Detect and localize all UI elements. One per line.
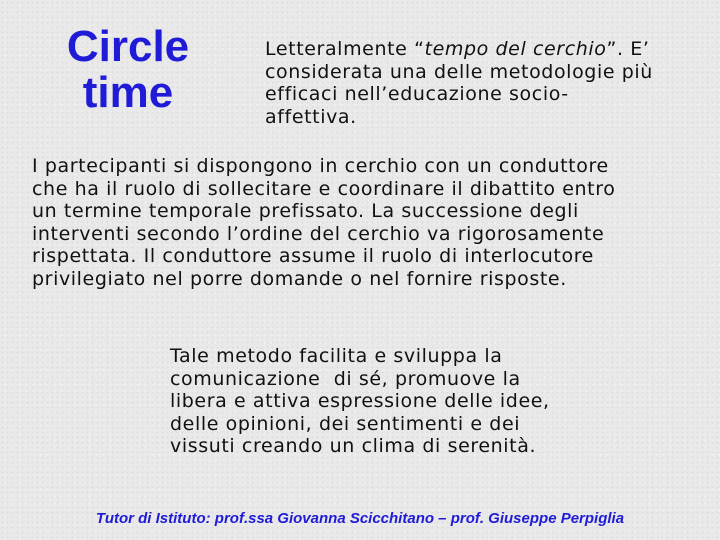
method-line: Tale metodo facilita e sviluppa la — [170, 345, 503, 367]
intro-emphasis: tempo del cerchio — [424, 38, 607, 60]
footer-credits: Tutor di Istituto: prof.ssa Giovanna Scicchitano – prof. Giuseppe Perpiglia — [95, 510, 625, 527]
intro-line-3: efficaci nell’educazione socio- — [265, 83, 569, 106]
intro-lead: Letteralmente “ — [265, 38, 425, 60]
title-line-1: Circle — [66, 22, 190, 71]
main-paragraph — [32, 155, 712, 291]
intro-line-4: affettiva. — [265, 105, 357, 128]
slide-title — [48, 24, 208, 116]
main-line: privilegiato nel porre domande o nel fornire risposte. — [32, 267, 567, 290]
method-paragraph — [170, 345, 620, 458]
method-line: comunicazione di sé, promuove la — [170, 367, 521, 390]
intro-paragraph — [265, 38, 705, 128]
main-line: che ha il ruolo di sollecitare e coordinare il dibattito entro — [32, 177, 616, 200]
main-line: rispettata. Il conduttore assume il ruolo di interlocutore — [32, 245, 594, 268]
method-line: libera e attiva espressione delle idee, — [170, 390, 550, 413]
title-line-2: time — [82, 68, 174, 117]
intro-line-1 — [265, 38, 705, 61]
intro-line-2: considerata una delle metodologie più — [265, 60, 653, 83]
method-line: vissuti creando un clima di serenità. — [170, 435, 537, 458]
main-line: I partecipanti si dispongono in cerchio con un conduttore — [32, 155, 609, 177]
main-line: interventi secondo l’ordine del cerchio va rigorosamente — [32, 222, 605, 245]
intro-tail: ”. E’ — [606, 38, 650, 60]
main-line: un termine temporale prefissato. La successione degli — [32, 200, 579, 223]
method-line: delle opinioni, dei sentimenti e dei — [170, 412, 521, 435]
